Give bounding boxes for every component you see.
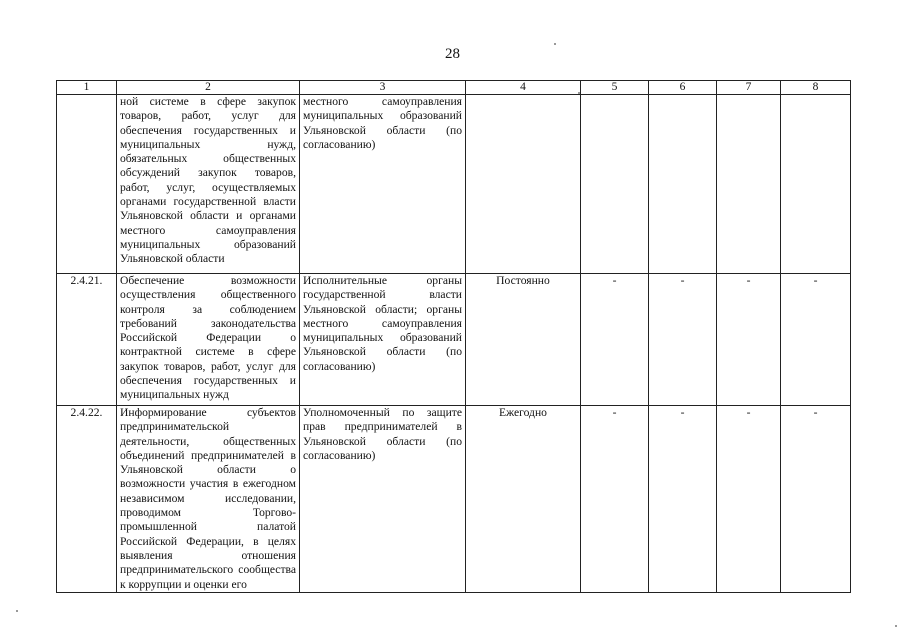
item-term: Постоянно (466, 274, 581, 406)
table-row (57, 274, 851, 406)
item-col-8: - (781, 406, 851, 593)
scan-speck (554, 43, 556, 45)
item-col-5: - (581, 406, 649, 593)
header-col-5: 5 (581, 81, 649, 95)
item-col-7: - (717, 406, 781, 593)
item-description: Обеспечение возможности осуществления общественного контроля за соблюдением требований законодательства Российской Федерации о контрактной системе в сфере закупок товаров, работ, услуг для обеспечения государственных и муниципальных нужд (117, 274, 300, 406)
item-number: 2.4.22. (57, 406, 117, 593)
header-col-1: 1 (57, 81, 117, 95)
item-col-7: - (717, 274, 781, 406)
item-executor: местного самоуправления муниципальных образований Ульяновской области (по согласованию) (300, 95, 466, 274)
item-col-7 (717, 95, 781, 274)
item-col-6: - (649, 274, 717, 406)
page-number: 28 (445, 46, 460, 62)
item-col-8 (781, 95, 851, 274)
header-col-8: 8 (781, 81, 851, 95)
header-col-2: 2 (117, 81, 300, 95)
scan-speck (578, 92, 580, 94)
header-col-4: 4 (466, 81, 581, 95)
item-term: Ежегодно (466, 406, 581, 593)
scan-speck (16, 610, 18, 612)
header-col-6: 6 (649, 81, 717, 95)
item-number: 2.4.21. (57, 274, 117, 406)
item-executor: Уполномоченный по защите прав предпринимателей в Ульяновской области (по согласованию) (300, 406, 466, 593)
item-description: ной системе в сфере закупок товаров, работ, услуг для обеспечения государственных и муниципальных нужд, обязательных общественных обсуждений закупок товаров, работ, услуг, осуществляемых органами государственной власти Ульяновской области и органами местного самоуправления муниципальных образований Ульяновской области (117, 95, 300, 274)
table-header-row (57, 81, 851, 95)
item-executor: Исполнительные органы государственной власти Ульяновской области; органы местного самоуправления муниципальных образований Ульяновской области (по согласованию) (300, 274, 466, 406)
header-col-3: 3 (300, 81, 466, 95)
item-col-8: - (781, 274, 851, 406)
item-col-5: - (581, 274, 649, 406)
item-col-6 (649, 95, 717, 274)
table-row (57, 406, 851, 593)
item-term (466, 95, 581, 274)
table-row (57, 95, 851, 274)
item-col-6: - (649, 406, 717, 593)
item-description: Информирование субъектов предпринимательской деятельности, общественных объединений предпринимателей в Ульяновской области о возможности участия в ежегодном независимом исследовании, проводимом Торгово-промышленной палатой Российской Федерации, в целях выявления отношения предпринимательского сообщества к коррупции и оценки его (117, 406, 300, 593)
scan-speck (895, 625, 897, 627)
item-number (57, 95, 117, 274)
item-col-5 (581, 95, 649, 274)
header-col-7: 7 (717, 81, 781, 95)
plan-table (56, 80, 851, 593)
